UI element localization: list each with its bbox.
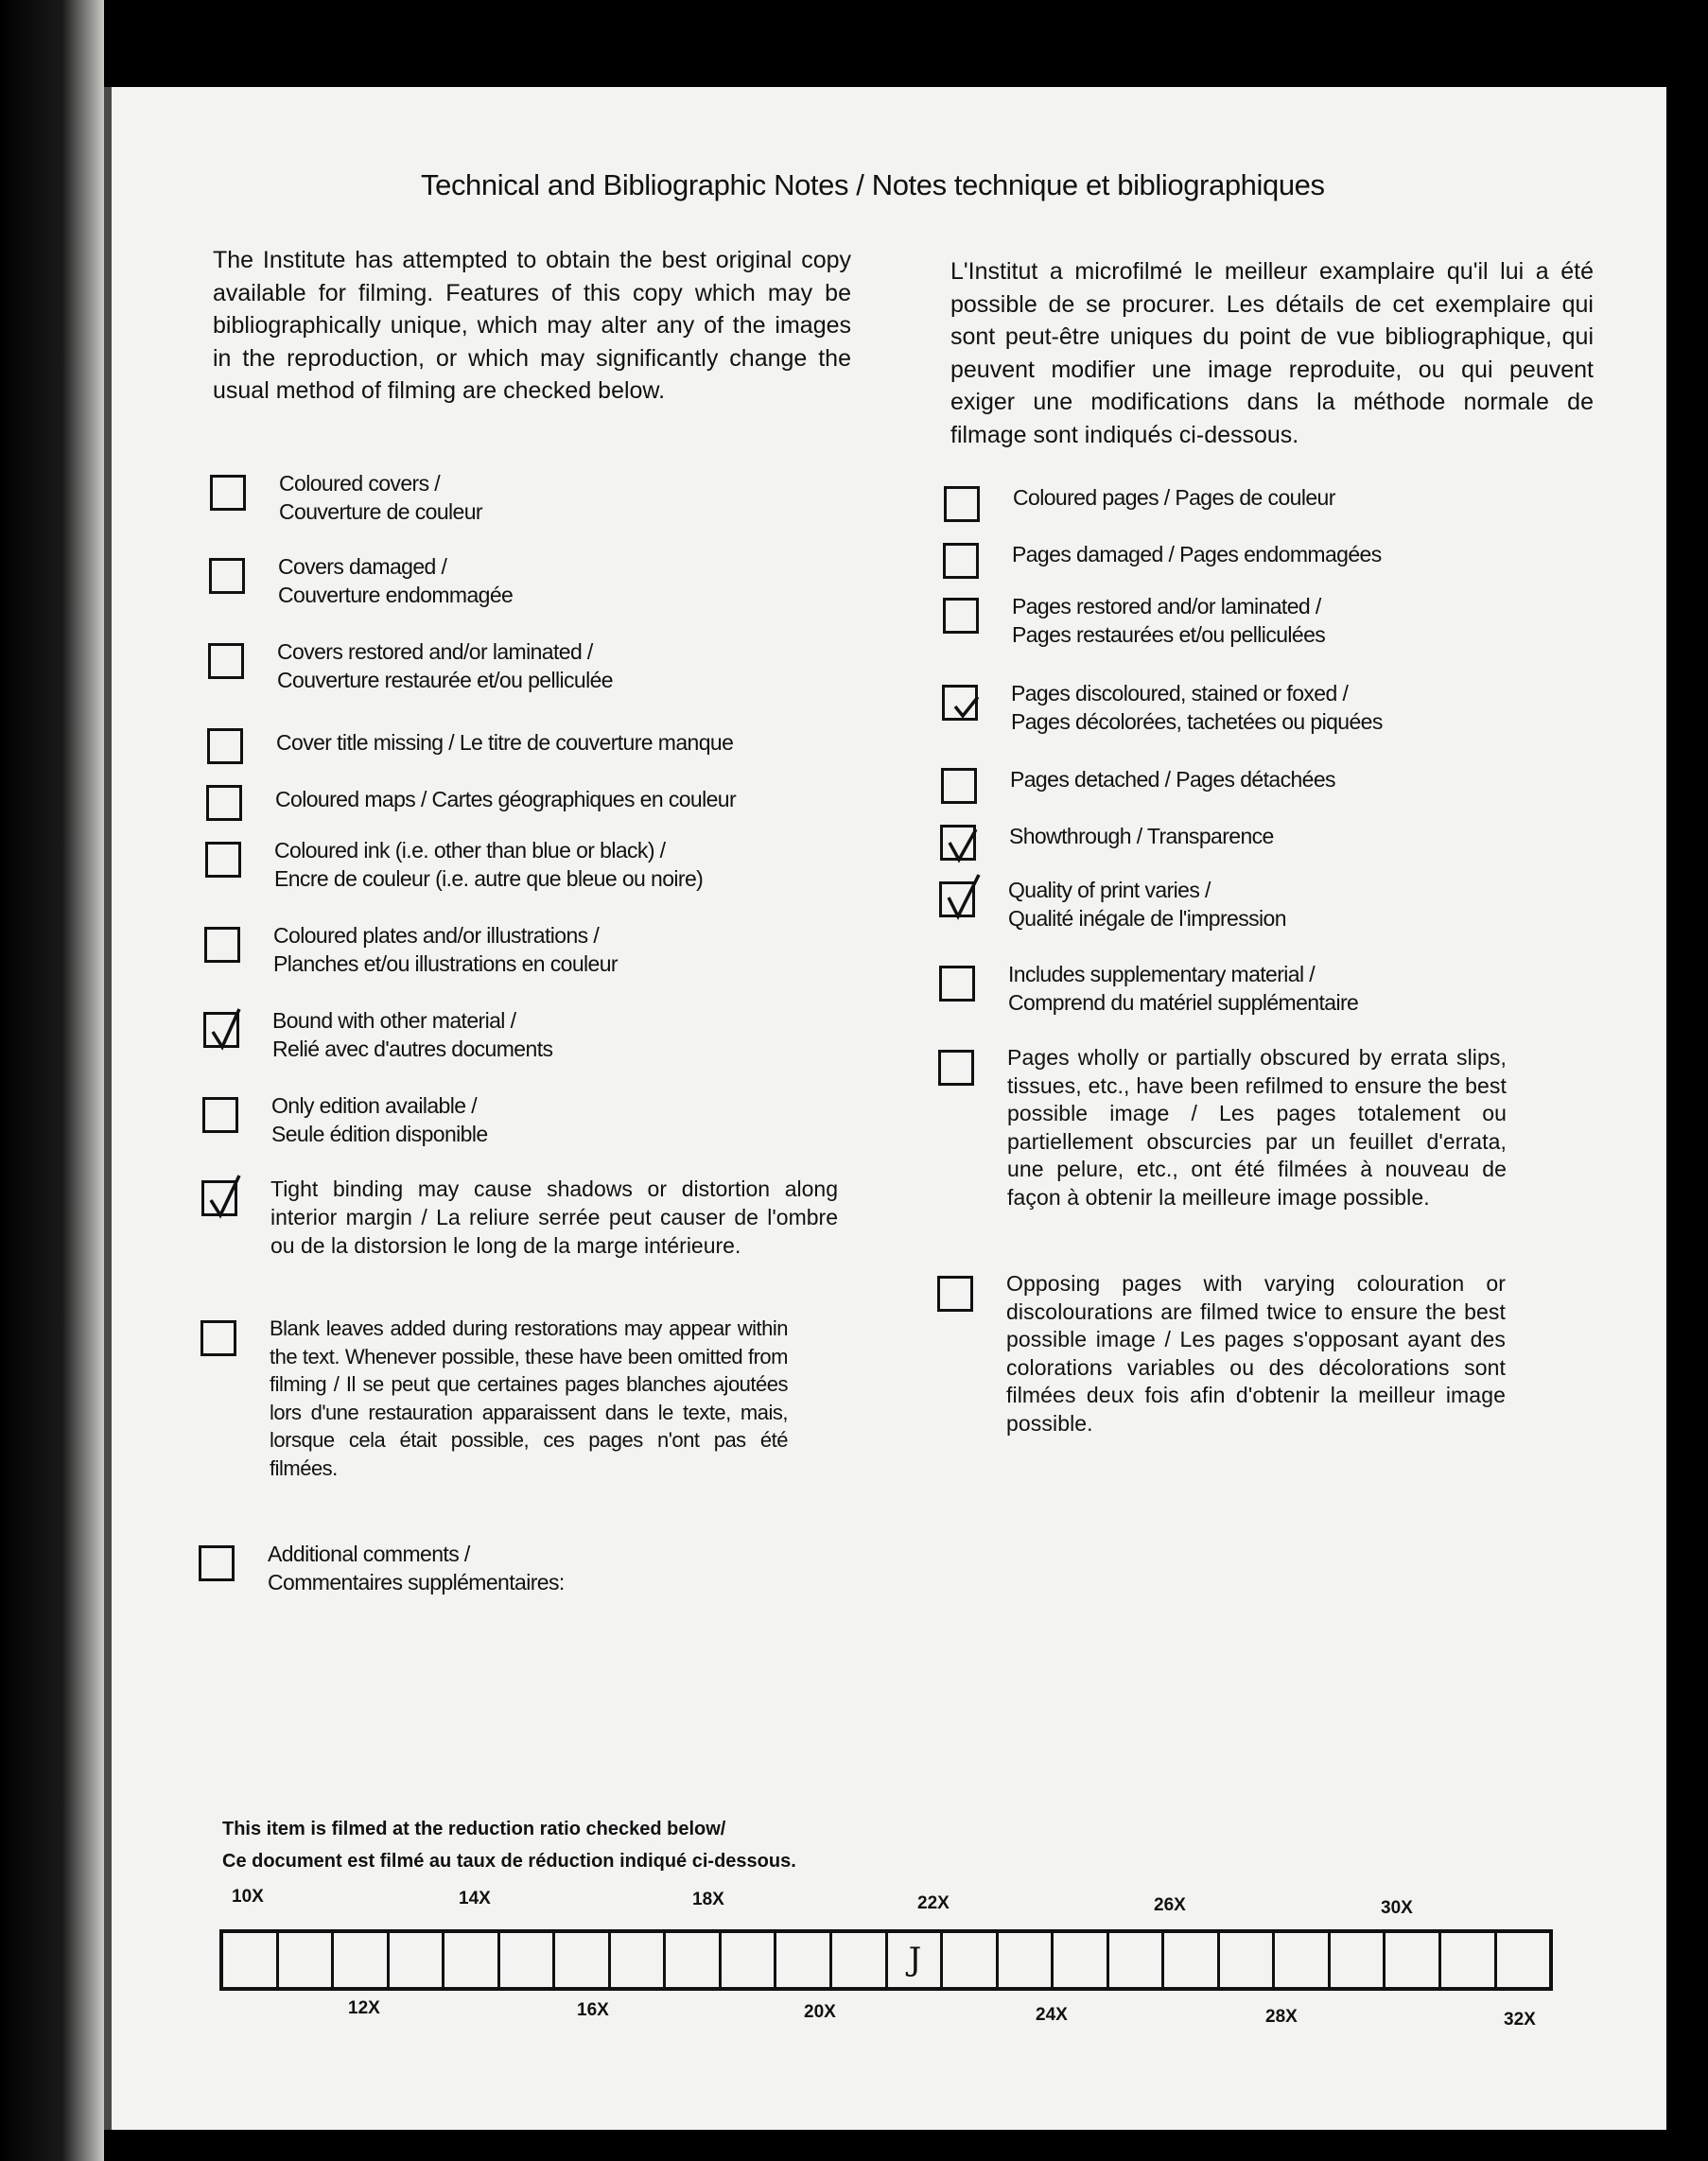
item-label: Blank leaves added during restorations may appear within the text. Whenever possible, these have been omitted from filming / Il se peut que certaines pages blanches ajoutées lors d'une restauration apparaissent dans le texte, mais, lorsque cela était possible, ces pages n'ont pas été filmées.	[270, 1316, 788, 1480]
scale-cell[interactable]	[1220, 1933, 1276, 1987]
item-label: Pages restored and/or laminated / Pages restaurées et/ou pelliculées	[1012, 594, 1326, 647]
item-label: Covers damaged / Couverture endommagée	[278, 554, 514, 607]
item-label: Pages discoloured, stained or foxed / Pages décolorées, tachetées ou piquées	[1011, 681, 1383, 734]
reduction-text-fr: Ce document est filmé au taux de réduction indiqué ci-dessous.	[222, 1851, 796, 1872]
checkbox[interactable]	[943, 598, 979, 634]
scale-cell[interactable]	[1164, 1933, 1220, 1987]
checkbox[interactable]	[944, 486, 980, 522]
scale-label-top: 22X	[917, 1893, 950, 1913]
checkbox[interactable]	[937, 1276, 973, 1312]
checkbox[interactable]	[207, 728, 243, 764]
page-edge-strip	[104, 87, 112, 2130]
item-label: Pages damaged / Pages endommagées	[1012, 542, 1382, 566]
item-label: Covers restored and/or laminated / Couverture restaurée et/ou pelliculée	[277, 639, 613, 692]
checkbox[interactable]	[938, 1050, 974, 1086]
scale-label-bottom: 32X	[1504, 2010, 1536, 2030]
scale-cell[interactable]	[555, 1933, 611, 1987]
item-label: Cover title missing / Le titre de couverture manque	[276, 730, 734, 755]
checkbox[interactable]	[208, 643, 244, 679]
scale-label-top: 18X	[692, 1890, 724, 1909]
scale-cell[interactable]	[1386, 1933, 1441, 1987]
item-label: Coloured maps / Cartes géographiques en couleur	[275, 787, 737, 811]
checkbox-checked[interactable]	[940, 825, 976, 861]
checkbox[interactable]	[199, 1545, 235, 1581]
checkbox[interactable]	[202, 1097, 238, 1133]
scale-cell[interactable]	[776, 1933, 832, 1987]
checkbox-checked[interactable]	[942, 685, 978, 721]
item-label: Only edition available / Seule édition disponible	[271, 1093, 488, 1146]
item-label: Coloured ink (i.e. other than blue or black) / Encre de couleur (i.e. autre que bleue ou noire)	[274, 838, 704, 891]
intro-english: The Institute has attempted to obtain the best original copy available for filming. Features of this copy which may be bibliographically unique, which may alter any of the images in the reproduction, or which may significantly change the usual method of filming are checked below.	[213, 247, 851, 404]
item-label: Pages wholly or partially obscured by errata slips, tissues, etc., have been refilmed to ensure the best possible image / Les pages totalement ou partiellement obscurcies par un feuillet d'errata, une pelure, etc., ont été filmées à nouveau de façon à obtenir la meilleure image possible.	[1007, 1045, 1507, 1210]
checkbox-checked[interactable]	[201, 1180, 237, 1216]
intro-french: L'Institut a microfilmé le meilleur examplaire qu'il lui a été possible de se procurer. Les détails de cet exemplaire qui sont peut-être uniques du point de vue bibliographique, qui peuvent modifier une image reproduite, ou qui peuvent exiger une modifications dans la méthode normale de filmage sont indiqués ci-dessous.	[950, 258, 1594, 448]
item-label: Opposing pages with varying colouration or discolourations are filmed twice to ensure the best possible image / Les pages s'opposant ayant des colorations variables ou des décolorations sont filmées deux fois afin d'obtenir la meilleur image possible.	[1006, 1271, 1506, 1436]
item-label: Showthrough / Transparence	[1009, 824, 1274, 848]
scale-cell[interactable]	[1054, 1933, 1109, 1987]
scale-cell[interactable]	[722, 1933, 777, 1987]
checkmark-icon	[207, 1005, 245, 1051]
microfilm-gutter	[0, 0, 104, 2161]
scale-cell[interactable]	[999, 1933, 1054, 1987]
item-label: Coloured plates and/or illustrations / Planches et/ou illustrations en couleur	[273, 923, 618, 976]
item-label: Tight binding may cause shadows or distortion along interior margin / La reliure serrée peut causer de l'ombre ou de la distorsion le long de la marge intérieure.	[270, 1176, 838, 1258]
scale-cell[interactable]	[444, 1933, 500, 1987]
scale-label-bottom: 20X	[804, 2002, 836, 2022]
scale-cell[interactable]	[223, 1933, 279, 1987]
scale-cell[interactable]	[1331, 1933, 1386, 1987]
scale-cell[interactable]	[832, 1933, 888, 1987]
reduction-ratio-scale	[219, 1929, 1553, 1991]
item-label: Includes supplementary material / Comprend du matériel supplémentaire	[1008, 962, 1359, 1015]
scale-cell[interactable]	[666, 1933, 722, 1987]
item-label: Coloured pages / Pages de couleur	[1013, 485, 1335, 510]
checkbox[interactable]	[209, 558, 245, 594]
scale-cell[interactable]	[1441, 1933, 1497, 1987]
scale-cell[interactable]	[1109, 1933, 1165, 1987]
scale-label-top: 14X	[459, 1889, 491, 1908]
scale-cell[interactable]	[943, 1933, 999, 1987]
item-label: Pages detached / Pages détachées	[1010, 767, 1335, 792]
checkbox[interactable]	[204, 927, 240, 963]
scale-label-bottom: 28X	[1265, 2007, 1298, 2027]
checkbox-checked[interactable]	[939, 881, 975, 917]
scale-label-top: 26X	[1154, 1895, 1186, 1915]
item-label: Quality of print varies / Qualité inégale de l'impression	[1008, 878, 1286, 931]
checkbox[interactable]	[941, 768, 977, 804]
checkbox[interactable]	[210, 475, 246, 511]
scale-label-bottom: 24X	[1036, 2005, 1068, 2025]
checkmark-icon	[943, 875, 981, 920]
scale-cell-checked[interactable]	[888, 1933, 944, 1987]
checkbox[interactable]	[939, 966, 975, 1002]
scale-cell[interactable]	[611, 1933, 667, 1987]
page-title: Technical and Bibliographic Notes / Notes technique et bibliographiques	[421, 168, 1325, 201]
item-label: Coloured covers / Couverture de couleur	[279, 471, 482, 524]
scale-cell[interactable]	[500, 1933, 556, 1987]
reduction-text-en: This item is filmed at the reduction ratio checked below/	[222, 1819, 726, 1839]
scale-cell[interactable]	[279, 1933, 335, 1987]
scale-cell[interactable]	[1275, 1933, 1331, 1987]
scale-cell[interactable]	[390, 1933, 445, 1987]
checkbox-checked[interactable]	[203, 1012, 239, 1048]
checkmark-icon	[946, 678, 984, 723]
scale-check-mark: J	[908, 1941, 922, 1978]
scale-cell[interactable]	[1497, 1933, 1550, 1987]
checkbox[interactable]	[943, 543, 979, 579]
scale-cell[interactable]	[334, 1933, 390, 1987]
checkbox[interactable]	[205, 842, 241, 878]
checkmark-icon	[205, 1174, 243, 1219]
item-label: Bound with other material / Relié avec d'autres documents	[272, 1008, 553, 1061]
checkbox[interactable]	[206, 785, 242, 821]
checkmark-icon	[944, 818, 982, 863]
scale-label-bottom: 12X	[348, 1998, 380, 2018]
scale-label-top: 30X	[1381, 1898, 1413, 1918]
checkbox[interactable]	[200, 1320, 236, 1356]
scale-label-bottom: 16X	[577, 2000, 609, 2020]
item-label: Additional comments / Commentaires supplémentaires:	[268, 1542, 565, 1595]
scale-label-top: 10X	[232, 1887, 264, 1907]
